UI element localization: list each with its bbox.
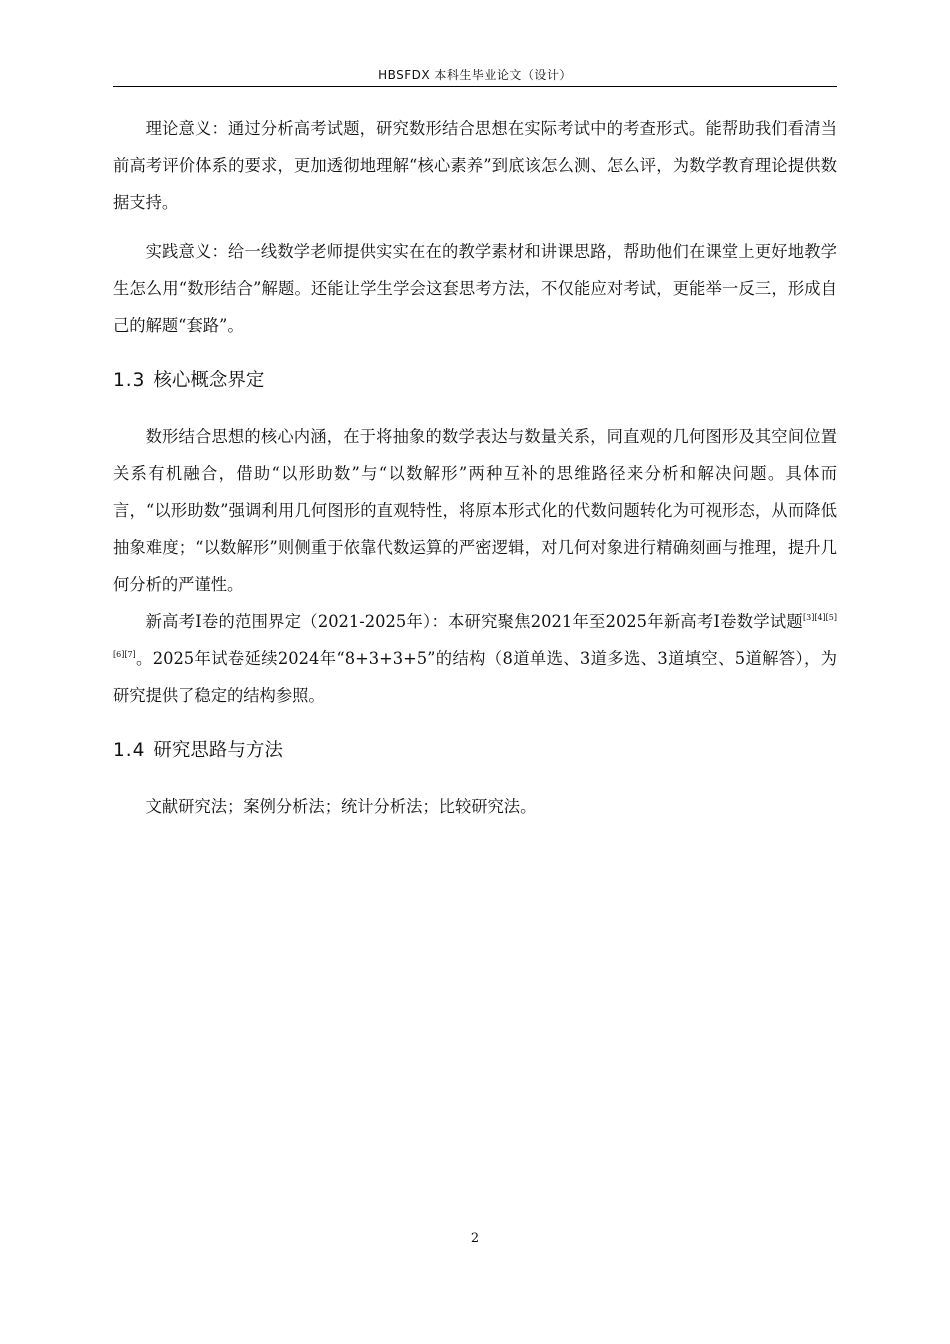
section-number: 1.4 bbox=[113, 740, 146, 761]
scope-definition-paragraph bbox=[113, 603, 837, 714]
section-title: 核心概念界定 bbox=[153, 370, 265, 391]
concept-definition-paragraph: 数形结合思想的核心内涵，在于将抽象的数学表达与数量关系，同直观的几何图形及其空间位置关系有机融合，借助“以形助数”与“以数解形”两种互补的思维路径来分析和解决问题。具体而言，“以形助数”强调利用几何图形的直观特性，将原本形式化的代数问题转化为可视形态，从而降低抽象难度；“以数解形”则侧重于依靠代数运算的严密逻辑，对几何对象进行精确刻画与推理，提升几何分析的严谨性。 bbox=[113, 427, 837, 594]
section-number: 1.3 bbox=[113, 370, 146, 391]
methods-paragraph: 文献研究法；案例分析法；统计分析法；比较研究法。 bbox=[145, 797, 537, 816]
page-header-title: HBSFDX 本科生毕业论文（设计） bbox=[378, 68, 572, 82]
section-heading-1-3 bbox=[113, 366, 837, 396]
scope-text-end: 。2025年试卷延续2024年“8+3+3+5”的结构（8道单选、3道多选、3道填空、5道解答），为研究提供了稳定的结构参照。 bbox=[113, 649, 837, 705]
theory-significance-paragraph: 理论意义：通过分析高考试题，研究数形结合思想在实际考试中的考查形式。能帮助我们看清当前高考评价体系的要求，更加透彻地理解“核心素养”到底该怎么测、怎么评，为数学教育理论提供数据支持。 bbox=[113, 119, 837, 212]
document-body bbox=[113, 110, 837, 837]
page-number: 2 bbox=[470, 1231, 480, 1246]
section-heading-1-4 bbox=[113, 736, 837, 766]
practice-significance-paragraph: 实践意义：给一线数学老师提供实实在在的教学素材和讲课思路，帮助他们在课堂上更好地教学生怎么用“数形结合”解题。还能让学生学会这套思考方法，不仅能应对考试，更能举一反三，形成自己的解题“套路”。 bbox=[113, 242, 837, 335]
section-title: 研究思路与方法 bbox=[153, 740, 283, 761]
citation-references: [3][4][5][6][7] bbox=[113, 613, 837, 659]
header-divider bbox=[113, 86, 837, 87]
scope-text-start: 新高考Ⅰ卷的范围界定（2021-2025年）：本研究聚焦2021年至2025年新高考Ⅰ卷数学试题 bbox=[145, 612, 803, 631]
